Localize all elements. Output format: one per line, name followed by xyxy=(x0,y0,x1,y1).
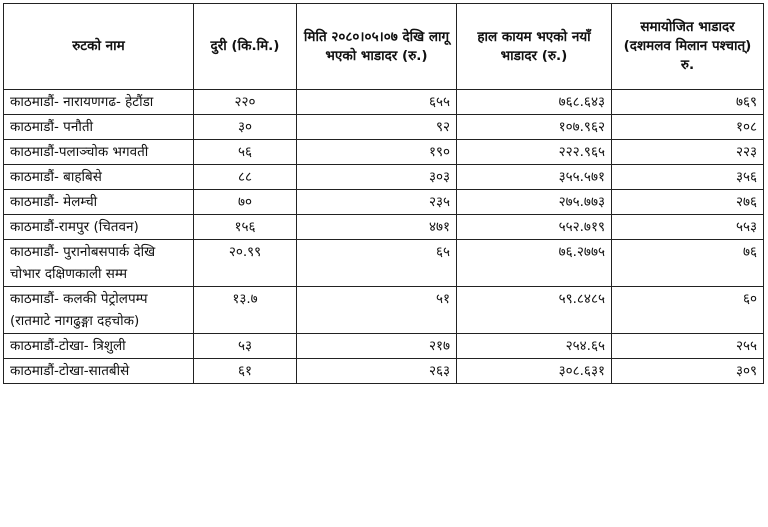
header-old-fare: मिति २०८०।०५।०७ देखि लागू भएको भाडादर (रु.) xyxy=(297,4,457,90)
table-row xyxy=(4,215,764,240)
old-fare-cell: ३०३ xyxy=(297,165,457,190)
new-fare-cell: ७६८.६४३ xyxy=(457,90,612,115)
table-header xyxy=(4,4,764,90)
route-cell: काठमाडौं- मेलम्ची xyxy=(4,190,194,215)
route-cell: काठमाडौं-पलाञ्चोक भगवती xyxy=(4,140,194,165)
route-cell: काठमाडौं- पनौती xyxy=(4,115,194,140)
header-adjusted-fare: समायोजित भाडादर (दशमलव मिलान पश्चात्) रु. xyxy=(612,4,764,90)
header-distance: दुरी (कि.मि.) xyxy=(194,4,297,90)
adjusted-fare-cell: ५५३ xyxy=(612,215,764,240)
old-fare-cell: ५१ xyxy=(297,287,457,334)
table-row xyxy=(4,240,764,287)
distance-cell: ६१ xyxy=(194,359,297,384)
route-cell: काठमाडौं- नारायणगढ- हेटौंडा xyxy=(4,90,194,115)
new-fare-cell: ३५५.५७१ xyxy=(457,165,612,190)
adjusted-fare-cell: ३०९ xyxy=(612,359,764,384)
route-cell: काठमाडौं-टोखा- त्रिशुली xyxy=(4,334,194,359)
adjusted-fare-cell: १०८ xyxy=(612,115,764,140)
header-route: रुटको नाम xyxy=(4,4,194,90)
old-fare-cell: ६५५ xyxy=(297,90,457,115)
old-fare-cell: २३५ xyxy=(297,190,457,215)
table-row xyxy=(4,140,764,165)
new-fare-cell: ३०८.६३१ xyxy=(457,359,612,384)
old-fare-cell: १९० xyxy=(297,140,457,165)
new-fare-cell: १०७.९६२ xyxy=(457,115,612,140)
adjusted-fare-cell: २७६ xyxy=(612,190,764,215)
distance-cell: ५६ xyxy=(194,140,297,165)
new-fare-cell: ७६.२७७५ xyxy=(457,240,612,287)
distance-cell: ८८ xyxy=(194,165,297,190)
adjusted-fare-cell: ७६ xyxy=(612,240,764,287)
old-fare-cell: २१७ xyxy=(297,334,457,359)
distance-cell: ३० xyxy=(194,115,297,140)
old-fare-cell: ४७१ xyxy=(297,215,457,240)
route-cell: काठमाडौं- बाहबिसे xyxy=(4,165,194,190)
distance-cell: ७० xyxy=(194,190,297,215)
route-cell: काठमाडौं- कलकी पेट्रोलपम्प (रातमाटे नागढुङ्गा दहचोक) xyxy=(4,287,194,334)
old-fare-cell: ६५ xyxy=(297,240,457,287)
adjusted-fare-cell: ३५६ xyxy=(612,165,764,190)
distance-cell: २२० xyxy=(194,90,297,115)
table-row xyxy=(4,190,764,215)
route-cell: काठमाडौं- पुरानोबसपार्क देखि चोभार दक्षिणकाली सम्म xyxy=(4,240,194,287)
adjusted-fare-cell: ६० xyxy=(612,287,764,334)
new-fare-cell: ५९.८४८५ xyxy=(457,287,612,334)
new-fare-cell: २२२.९६५ xyxy=(457,140,612,165)
table-row xyxy=(4,334,764,359)
route-cell: काठमाडौं-टोखा-सातबीसे xyxy=(4,359,194,384)
distance-cell: ५३ xyxy=(194,334,297,359)
route-cell: काठमाडौं-रामपुर (चितवन) xyxy=(4,215,194,240)
table-row xyxy=(4,359,764,384)
header-new-fare: हाल कायम भएको नयाँ भाडादर (रु.) xyxy=(457,4,612,90)
new-fare-cell: ५५२.७१९ xyxy=(457,215,612,240)
new-fare-cell: २५४.६५ xyxy=(457,334,612,359)
table-row xyxy=(4,165,764,190)
adjusted-fare-cell: ७६९ xyxy=(612,90,764,115)
new-fare-cell: २७५.७७३ xyxy=(457,190,612,215)
old-fare-cell: ९२ xyxy=(297,115,457,140)
distance-cell: १३.७ xyxy=(194,287,297,334)
fare-table xyxy=(3,3,764,384)
table-row xyxy=(4,90,764,115)
old-fare-cell: २६३ xyxy=(297,359,457,384)
table-row xyxy=(4,115,764,140)
distance-cell: २०.९९ xyxy=(194,240,297,287)
distance-cell: १५६ xyxy=(194,215,297,240)
header-row xyxy=(4,4,764,90)
table-row xyxy=(4,287,764,334)
adjusted-fare-cell: २५५ xyxy=(612,334,764,359)
adjusted-fare-cell: २२३ xyxy=(612,140,764,165)
